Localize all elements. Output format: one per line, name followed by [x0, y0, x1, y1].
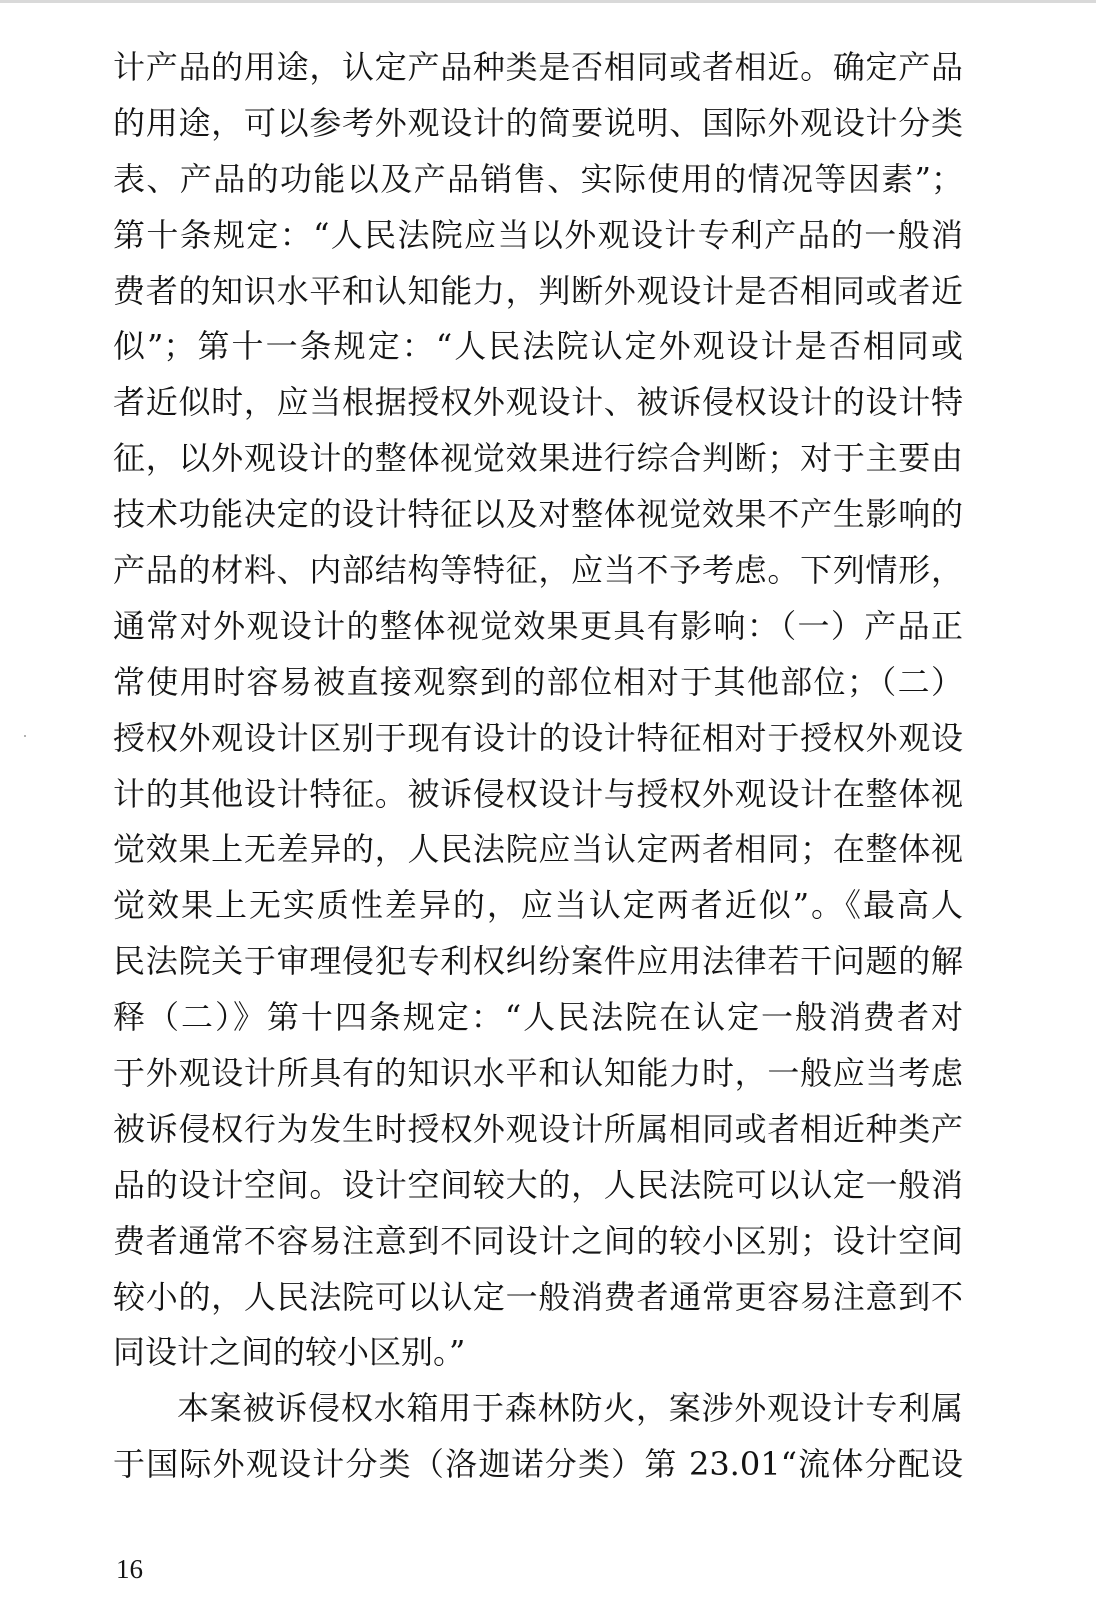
page-top-edge [0, 0, 1096, 3]
text-line-21: 品的设计空间。设计空间较大的，人民法院可以认定一般消 [113, 1165, 963, 1204]
text-line-20: 被诉侵权行为发生时授权外观设计所属相同或者相近种类产 [113, 1109, 963, 1148]
text-line-18: 释（二）》第十四条规定：“人民法院在认定一般消费者对 [113, 998, 963, 1037]
text-line-2: 的用途，可以参考外观设计的简要说明、国际外观设计分类 [113, 103, 963, 142]
paragraph-start-line: 本案被诉侵权水箱用于森林防火，案涉外观设计专利属 [177, 1389, 963, 1428]
text-line-24: 同设计之间的较小区别。” [113, 1333, 466, 1372]
text-line-6: 似”；第十一条规定：“人民法院认定外观设计是否相同或 [113, 327, 963, 366]
text-line-3: 表、产品的功能以及产品销售、实际使用的情况等因素”； [113, 159, 963, 198]
text-line-17: 民法院关于审理侵犯专利权纠纷案件应用法律若干问题的解 [113, 942, 963, 981]
text-line-19: 于外观设计所具有的知识水平和认知能力时，一般应当考虑 [113, 1054, 963, 1093]
text-line-4: 第十条规定：“人民法院应当以外观设计专利产品的一般消 [113, 215, 963, 254]
text-line-5: 费者的知识水平和认知能力，判断外观设计是否相同或者近 [113, 271, 963, 310]
text-line-1: 计产品的用途，认定产品种类是否相同或者相近。确定产品 [113, 48, 963, 86]
scan-speck [24, 735, 26, 737]
text-line-10: 产品的材料、内部结构等特征，应当不予考虑。下列情形， [113, 551, 963, 590]
text-line-16: 觉效果上无实质性差异的，应当认定两者近似”。《最高人 [113, 886, 963, 925]
text-line-15: 觉效果上无差异的，人民法院应当认定两者相同；在整体视 [113, 830, 963, 869]
document-body [113, 40, 963, 1493]
text-line-9: 技术功能决定的设计特征以及对整体视觉效果不产生影响的 [113, 495, 963, 534]
text-line-14: 计的其他设计特征。被诉侵权设计与授权外观设计在整体视 [113, 774, 963, 813]
text-line-11: 通常对外观设计的整体视觉效果更具有影响：（一）产品正 [113, 606, 963, 645]
text-line-26: 于国际外观设计分类（洛迦诺分类）第 23.01“流体分配设 [113, 1445, 963, 1484]
text-line-7: 者近似时，应当根据授权外观设计、被诉侵权设计的设计特 [113, 383, 963, 422]
text-line-22: 费者通常不容易注意到不同设计之间的较小区别；设计空间 [113, 1221, 963, 1260]
page-number: 16 [116, 1554, 143, 1584]
text-line-8: 征，以外观设计的整体视觉效果进行综合判断；对于主要由 [113, 439, 963, 478]
text-line-13: 授权外观设计区别于现有设计的设计特征相对于授权外观设 [113, 718, 963, 757]
text-line-23: 较小的，人民法院可以认定一般消费者通常更容易注意到不 [113, 1277, 963, 1316]
text-line-12: 常使用时容易被直接观察到的部位相对于其他部位；（二） [113, 662, 963, 701]
